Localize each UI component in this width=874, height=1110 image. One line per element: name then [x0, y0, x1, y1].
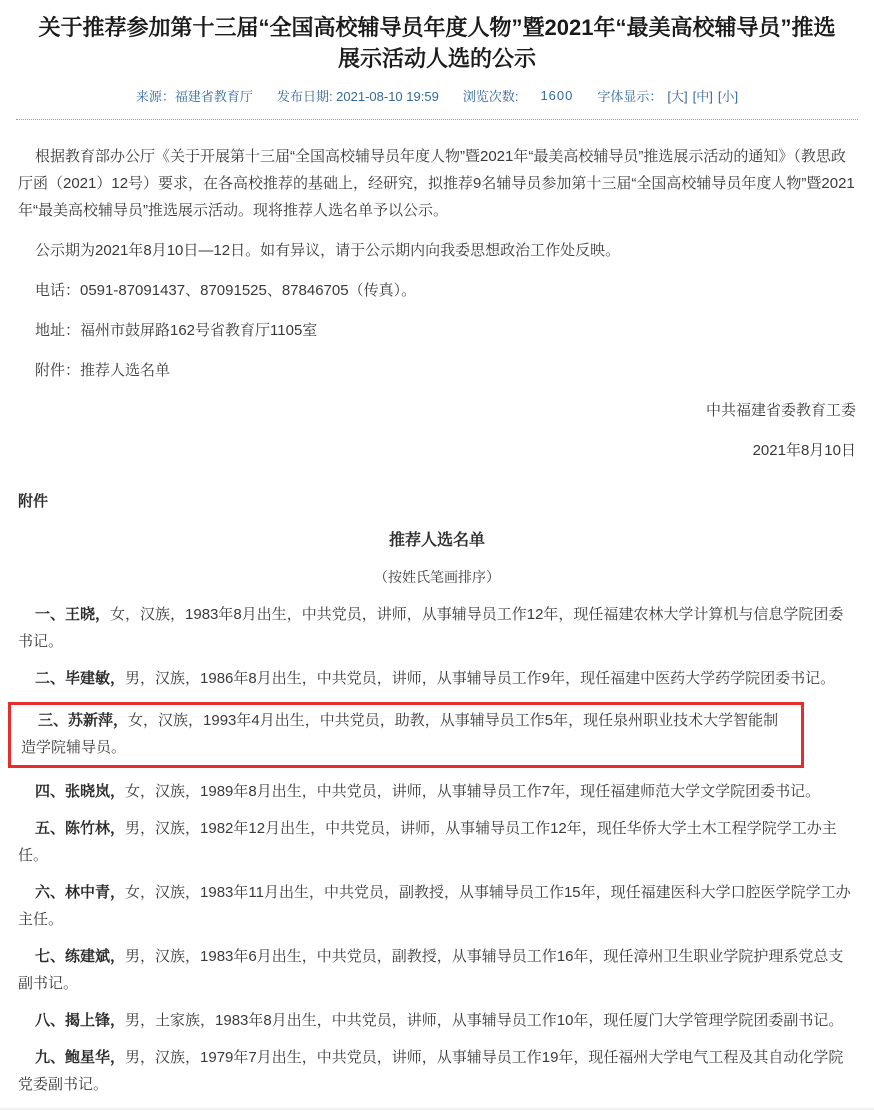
- annex-title: 推荐人选名单: [388, 532, 485, 549]
- candidate-item-5: [18, 815, 856, 869]
- meta-views-count: 1600: [540, 88, 574, 103]
- candidate-item-8: [18, 1007, 856, 1034]
- candidate-rank-name: 一、王晓，: [35, 606, 111, 623]
- candidate-rank-name: 四、张晓岚，: [35, 783, 126, 800]
- candidate-info: 男，汉族，1986年8月出生，中共党员，讲师，从事辅导员工作9年，现任福建中医药大学药学院团委书记。: [125, 670, 836, 687]
- article-meta: [0, 86, 874, 105]
- signature-date: 2021年8月10日: [752, 442, 856, 459]
- meta-views-label: 浏览次数:: [462, 89, 519, 104]
- candidate-info: 男，汉族，1983年6月出生，中共党员，副教授，从事辅导员工作16年，现任漳州卫生职业学院护理系党总支副书记。: [18, 948, 844, 992]
- font-size-controls: [597, 86, 738, 105]
- candidate-item-4: [18, 778, 856, 805]
- font-size-small-button[interactable]: [小]: [717, 89, 739, 104]
- candidate-info: 男，土家族，1983年8月出生，中共党员，讲师，从事辅导员工作10年，现任厦门大学管理学院团委副书记。: [125, 1012, 844, 1029]
- signature-org: 中共福建省委教育工委: [705, 402, 856, 419]
- candidate-item-1: [18, 601, 856, 655]
- annex-sort-note: （按姓氏笔画排序）: [374, 569, 500, 585]
- candidate-rank-name: 二、毕建敏，: [35, 670, 126, 687]
- candidate-item-2: [18, 665, 856, 692]
- candidate-info: 男，汉族，1982年12月出生，中共党员，讲师，从事辅导员工作12年，现任华侨大学土木工程学院学工办主任。: [18, 820, 837, 864]
- candidate-rank-name: 三、苏新萍，: [38, 712, 129, 729]
- candidate-item-6: [18, 879, 856, 933]
- meta-source: 来源：福建省教育厅: [135, 89, 253, 104]
- paragraph-address: 地址：福州市鼓屏路162号省教育厅1105室: [35, 322, 318, 339]
- candidate-rank-name: 六、林中青，: [35, 884, 126, 901]
- article-body: [0, 143, 874, 1098]
- paragraph-phone: 电话：0591-87091437、87091525、87846705（传真）。: [35, 282, 417, 299]
- font-size-medium-button[interactable]: [中]: [692, 89, 713, 104]
- paragraph-basis: 根据教育部办公厅《关于开展第十三届“全国高校辅导员年度人物”暨2021年“最美高校辅导员”推选展示活动的通知》（教思政厅函（2021）12号）要求，在各高校推荐的基础上，经研究，拟推荐9名辅导员参加第十三届“全国高校辅导员年度人物”暨2021年“最美高校辅导员”推选展示活动。现将推荐人选名单予以公示。: [18, 148, 855, 219]
- meta-publish-date: 发布日期: 2021-08-10 19:59: [276, 89, 439, 104]
- font-size-large-button[interactable]: [大]: [667, 89, 688, 104]
- paragraph-attachment-ref: 附件：推荐人选名单: [35, 362, 171, 379]
- annex-label: 附件: [18, 493, 49, 510]
- candidate-rank-name: 八、揭上锋，: [35, 1012, 126, 1029]
- candidate-info: 女，汉族，1989年8月出生，中共党员，讲师，从事辅导员工作7年，现任福建师范大学文学院团委书记。: [125, 783, 821, 800]
- candidate-info: 女，汉族，1983年11月出生，中共党员，副教授，从事辅导员工作15年，现任福建医科大学口腔医学院学工办主任。: [18, 884, 851, 928]
- candidate-info: 女，汉族，1983年8月出生，中共党员，讲师，从事辅导员工作12年，现任福建农林大学计算机与信息学院团委书记。: [18, 606, 844, 650]
- candidate-info: 女，汉族，1993年4月出生，中共党员，助教，从事辅导员工作5年，现任泉州职业技术大学智能制造学院辅导员。: [21, 712, 779, 756]
- paragraph-publicity-period: 公示期为2021年8月10日—12日。如有异议，请于公示期内向我委思想政治工作处反映。: [35, 242, 621, 259]
- font-size-label: 字体显示：: [597, 89, 663, 104]
- candidate-info: 男，汉族，1979年7月出生，中共党员，讲师，从事辅导员工作19年，现任福州大学电气工程及其自动化学院党委副书记。: [18, 1049, 844, 1093]
- dotted-divider: [16, 119, 858, 120]
- page-title: 关于推荐参加第十三届“全国高校辅导员年度人物”暨2021年“最美高校辅导员”推选展示活动人选的公示: [38, 15, 836, 71]
- candidate-item-7: [18, 943, 856, 997]
- candidate-rank-name: 九、鲍星华，: [35, 1049, 126, 1066]
- highlight-box: [8, 702, 804, 768]
- candidate-rank-name: 七、练建斌，: [35, 948, 126, 965]
- candidate-item-3-highlighted: [21, 707, 793, 761]
- candidate-rank-name: 五、陈竹林，: [35, 820, 126, 837]
- candidate-item-9: [18, 1044, 856, 1098]
